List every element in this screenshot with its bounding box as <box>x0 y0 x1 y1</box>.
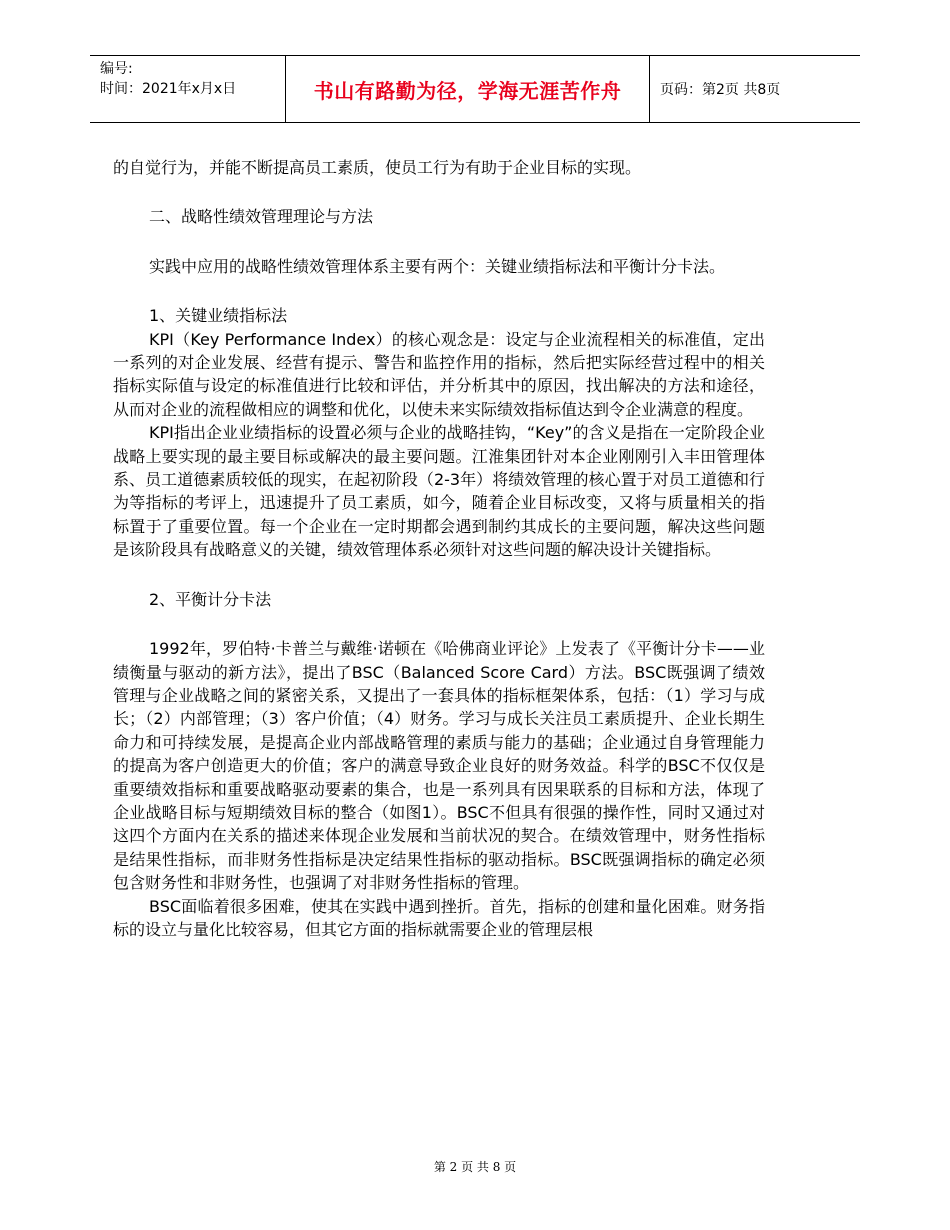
number-label: 编号: <box>100 61 133 77</box>
paragraph: KPI指出企业业绩指标的设置必须与企业的战略挂钩，“Key”的含义是指在一定阶段企业战略上要实现的最主要目标或解决的最主要问题。江淮集团针对本企业刚刚引入丰田管理体系、员工道德素质较低的现实，在起初阶段（2-3年）将绩效管理的核心置于对员工道德和行为等指标的考评上，迅速提升了员工素质，如今，随着企业目标改变，又将与质量相关的指标置于了重要位置。每一个企业在一定时期都会遇到制约其成长的主要问题，解决这些问题是该阶段具有战略意义的关键，绩效管理体系必须针对这些问题的解决设计关键指标。 <box>113 423 765 560</box>
subsection-heading: 2、平衡计分卡法 <box>149 589 272 609</box>
header-left-cell <box>90 56 286 122</box>
time-label: 时间：2021年x月x日 <box>100 81 237 97</box>
document-body <box>113 156 765 941</box>
paragraph: BSC面临着很多困难，使其在实践中遇到挫折。首先，指标的创建和量化困难。财务指标的设立与量化比较容易，但其它方面的指标就需要企业的管理层根 <box>113 896 765 939</box>
motto: 书山有路勤为径，学海无涯苦作舟 <box>286 56 650 122</box>
subsection-heading: 1、关键业绩指标法 <box>149 306 288 326</box>
section-heading: 二、战略性绩效管理理论与方法 <box>149 207 374 227</box>
paragraph: 的自觉行为，并能不断提高员工素质，使员工行为有助于企业目标的实现。 <box>113 158 642 177</box>
paragraph: 1992年，罗伯特·卡普兰与戴维·诺顿在《哈佛商业评论》上发表了《平衡计分卡——业绩衡量与驱动的新方法》，提出了BSC（Balanced Score Card）方法。BSC既强调了绩效管理与企业战略之间的紧密关系，又提出了一套具体的指标框架体系，包括：（1）学习与成长；（2）内部管理；（3）客户价值；（4）财务。学习与成长关注员工素质提升、企业长期生命力和可持续发展，是提高企业内部战略管理的素质与能力的基础；企业通过自身管理能力的提高为客户创造更大的价值；客户的满意导致企业良好的财务效益。科学的BSC不仅仅是重要绩效指标和重要战略驱动要素的集合，也是一系列具有因果联系的目标和方法，体现了企业战略目标与短期绩效目标的整合（如图1）。BSC不但具有很强的操作性，同时又通过对这四个方面内在关系的描述来体现企业发展和当前状况的契合。在绩效管理中，财务性指标是结果性指标，而非财务性指标是决定结果性指标的驱动指标。BSC既强调指标的确定必须包含财务性和非财务性，也强调了对非财务性指标的管理。 <box>113 639 765 893</box>
paragraph: 实践中应用的战略性绩效管理体系主要有两个：关键业绩指标法和平衡计分卡法。 <box>149 256 726 276</box>
page-footer: 第 2 页 共 8 页 <box>433 1160 517 1174</box>
header-table <box>90 55 860 123</box>
paragraph: KPI（Key Performance Index）的核心观念是：设定与企业流程相关的标准值，定出一系列的对企业发展、经营有提示、警告和监控作用的指标，然后把实际经营过程中的相关指标实际值与设定的标准值进行比较和评估，并分析其中的原因，找出解决的方法和途径，从而对企业的流程做相应的调整和优化，以使未来实际绩效指标值达到令企业满意的程度。 <box>113 329 765 419</box>
page-info: 页码：第2页 共8页 <box>660 82 781 98</box>
